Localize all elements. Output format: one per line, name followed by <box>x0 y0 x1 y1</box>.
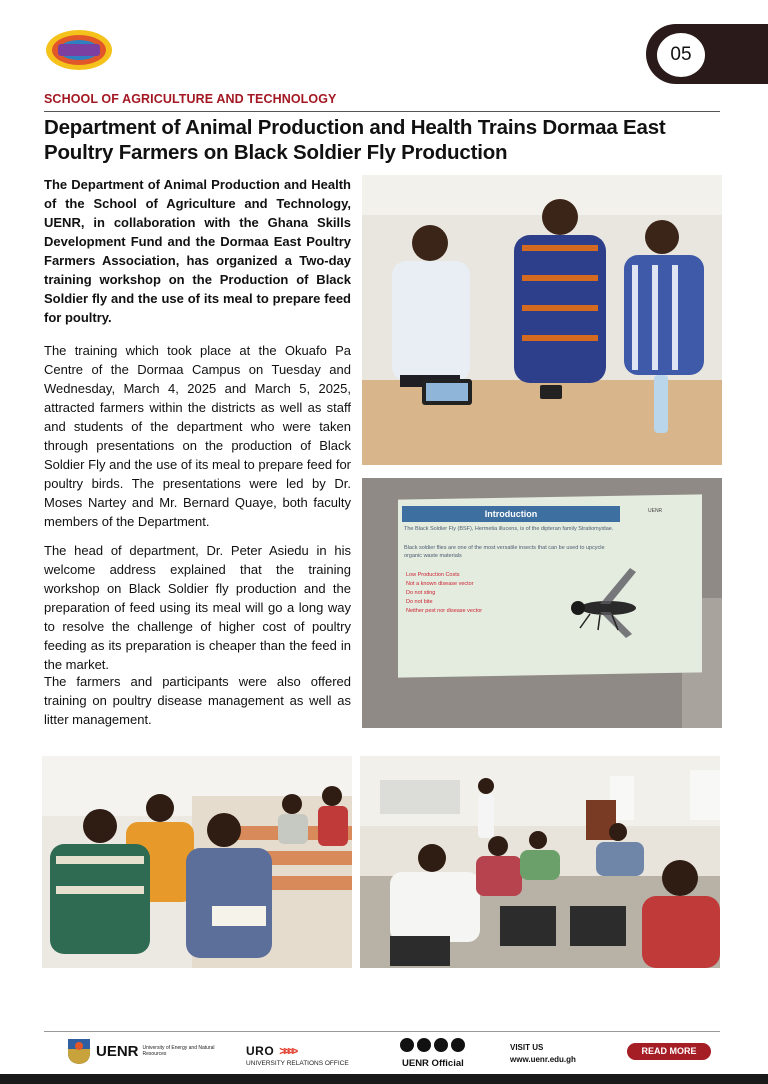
uenr-full-name: University of Energy and Natural Resources <box>142 1045 215 1057</box>
slide-bullet: Neither pest nor disease vector <box>406 608 483 614</box>
slide-brand: UENR <box>648 508 663 514</box>
uenr-footer-logo[interactable] <box>66 1037 217 1065</box>
uro-chevron-icon: >>>> <box>279 1044 296 1058</box>
slide-bullet: Do not sting <box>406 590 436 596</box>
photo-facilitators-at-table <box>362 175 722 465</box>
page-number: 05 <box>654 30 708 80</box>
slide-bullet: Not a known disease vector <box>406 581 474 587</box>
slide-text-line: organic waste materials <box>404 553 462 559</box>
article-headline: Department of Animal Production and Health Trains Dormaa East Poultry Farmers on Black Soldier Fly Production <box>44 116 666 164</box>
uenr-crest-icon <box>66 1037 92 1065</box>
visit-us <box>510 1042 576 1066</box>
slide-bullet: Do not bite <box>406 599 433 605</box>
black-soldier-fly-image <box>560 560 650 644</box>
header-divider <box>44 111 720 112</box>
article-paragraph-1: The Department of Animal Production and Health of the School of Agriculture and Technology, UENR, in collaboration with the Ghana Skills Development Fund and the Dormaa East Poultry Farmers Association, has organized a Two-day training workshop on the Production of Black Soldier fly and the use of its meal to prepare feed for poultry. <box>44 177 351 325</box>
slide-text-line: Black soldier flies are one of the most versatile insects that can be used to upcycle <box>404 545 605 551</box>
photo-participants-seated <box>42 756 352 968</box>
instagram-icon[interactable] <box>434 1038 448 1052</box>
uro-footer-logo[interactable] <box>246 1040 349 1067</box>
read-more-button[interactable]: READ MORE <box>627 1043 711 1060</box>
section-label: SCHOOL OF AGRICULTURE AND TECHNOLOGY <box>44 92 337 106</box>
footer-divider <box>44 1031 720 1032</box>
bottom-bar <box>0 1074 768 1084</box>
photo-classroom-audience <box>360 756 720 968</box>
twitter-icon[interactable] <box>417 1038 431 1052</box>
uenr-this-week-logo <box>44 26 114 72</box>
article-paragraph-3: The head of department, Dr. Peter Asiedu in his welcome address explained that the training workshop on Black Soldier fly production and the preparation of feed using its meal will go a long way to resolve the challenge of higher cost of poultry feeding as its preparation is cheaper than the feed in the market. <box>44 543 351 672</box>
slide-title: Introduction <box>402 506 620 522</box>
uro-wordmark: URO <box>246 1044 275 1058</box>
social-icons <box>400 1038 465 1052</box>
article-paragraph-2: The training which took place at the Okuafo Pa Centre of the Dormaa Campus on Tuesday and Wednesday, March 4, 2025 and March 5, 2025, attracted farmers within the districts as well as staff and students of the department who were taken through presentations on the production of Black Soldier Fly and the use of its meal to prepare feed for poultry birds. The presentations were led by Dr. Moses Nartey and Mr. Bernard Quaye, both faculty members of the Department. <box>44 343 351 529</box>
youtube-icon[interactable] <box>451 1038 465 1052</box>
uro-full-name: UNIVERSITY RELATIONS OFFICE <box>246 1060 349 1067</box>
slide-bullet: Low Production Costs <box>406 572 460 578</box>
website-link[interactable]: www.uenr.edu.gh <box>510 1055 576 1064</box>
social-handle: UENR Official <box>402 1058 464 1069</box>
visit-us-label: VISIT US <box>510 1043 544 1052</box>
slide-text-line: The Black Soldier Fly (BSF), Hermetia illucens, is of the dipteran family Stratiomyidae. <box>404 526 614 532</box>
facebook-icon[interactable] <box>400 1038 414 1052</box>
uenr-wordmark: UENR <box>96 1042 139 1060</box>
article-paragraph-4: The farmers and participants were also offered training on poultry disease management as well as litter management. <box>44 674 351 727</box>
